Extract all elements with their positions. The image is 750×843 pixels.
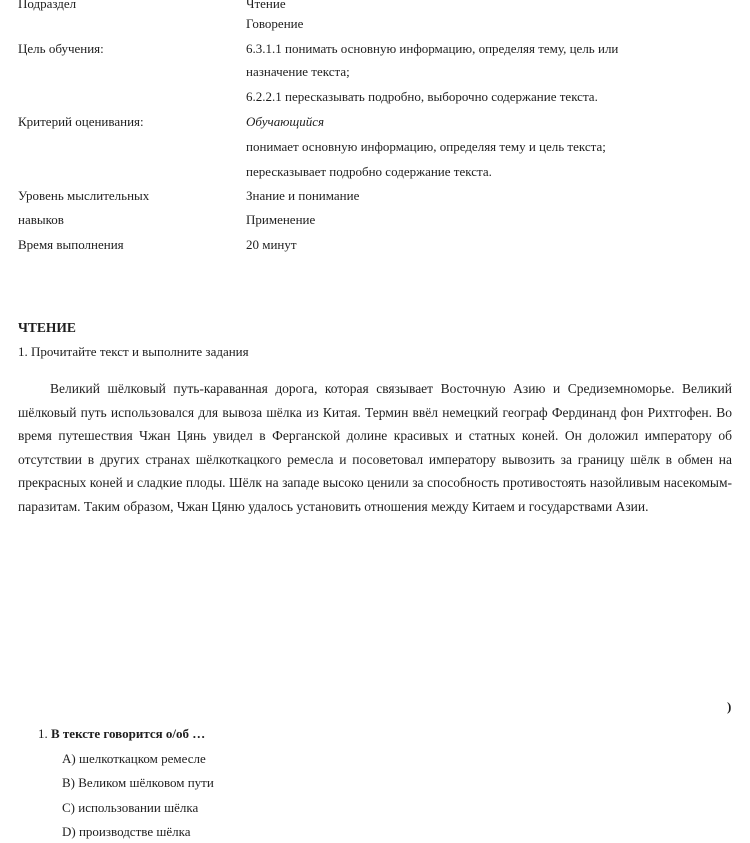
value-thinking-level-1: Знание и понимание [246,188,360,203]
value-learning-goal-2: назначение текста; [246,64,350,79]
value-criterion-2: понимает основную информацию, определяя тему и цель текста; [246,139,606,154]
option-b[interactable]: B) Великом шёлковом пути [62,775,214,790]
label-thinking-level-2: навыков [18,212,64,227]
option-a[interactable]: A) шелкоткацком ремесле [62,751,206,766]
value-subsection-2: Говорение [246,16,304,31]
value-thinking-level-2: Применение [246,212,316,227]
value-duration: 20 минут [246,237,297,252]
question-text: В тексте говорится о/об … [51,726,206,741]
value-learning-goal-3: 6.2.2.1 пересказывать подробно, выборочно содержание текста. [246,89,598,104]
paren-mark: ) [727,699,732,714]
label-thinking-level: Уровень мыслительных [18,188,150,203]
value-subsection-1: Чтение [246,0,286,11]
section-instruction: 1. Прочитайте текст и выполните задания [18,344,249,359]
label-duration: Время выполнения [18,237,124,252]
option-d[interactable]: D) производстве шёлка [62,824,191,839]
value-criterion-1: Обучающийся [246,114,325,129]
label-criterion: Критерий оценивания: [18,114,144,129]
label-learning-goal: Цель обучения: [18,41,104,56]
value-learning-goal-1: 6.3.1.1 понимать основную информацию, определяя тему, цель или [246,41,619,56]
question-1 [38,722,205,745]
question-number: 1. [38,726,51,741]
label-subsection: Подраздел [18,0,77,11]
section-heading: ЧТЕНИЕ [18,320,76,335]
value-criterion-3: пересказывает подробно содержание текста. [246,164,492,179]
reading-text: Великий шёлковый путь-караванная дорога, которая связывает Восточную Азию и Средиземноморье. Великий шёлковый путь использовался для вывоза шёлка из Китая. Термин ввёл немецкий географ Фердинанд фон Рихтгофен. Во время путешествия Чжан Цянь увидел в Ферганской долине красивых и статных коней. Он доложил императору об отсутствии в других странах шёлкоткацкого ремесла и посоветовал императору вывозить за границу шёлк в обмен на прекрасных коней и сладкие плоды. Шёлк на западе высоко ценили за способность противостоять назойливым насекомым-паразитам. Таким образом, Чжан Цяню удалось установить отношения между Китаем и государствами Азии. [18,381,732,514]
option-c[interactable]: C) использовании шёлка [62,800,199,815]
